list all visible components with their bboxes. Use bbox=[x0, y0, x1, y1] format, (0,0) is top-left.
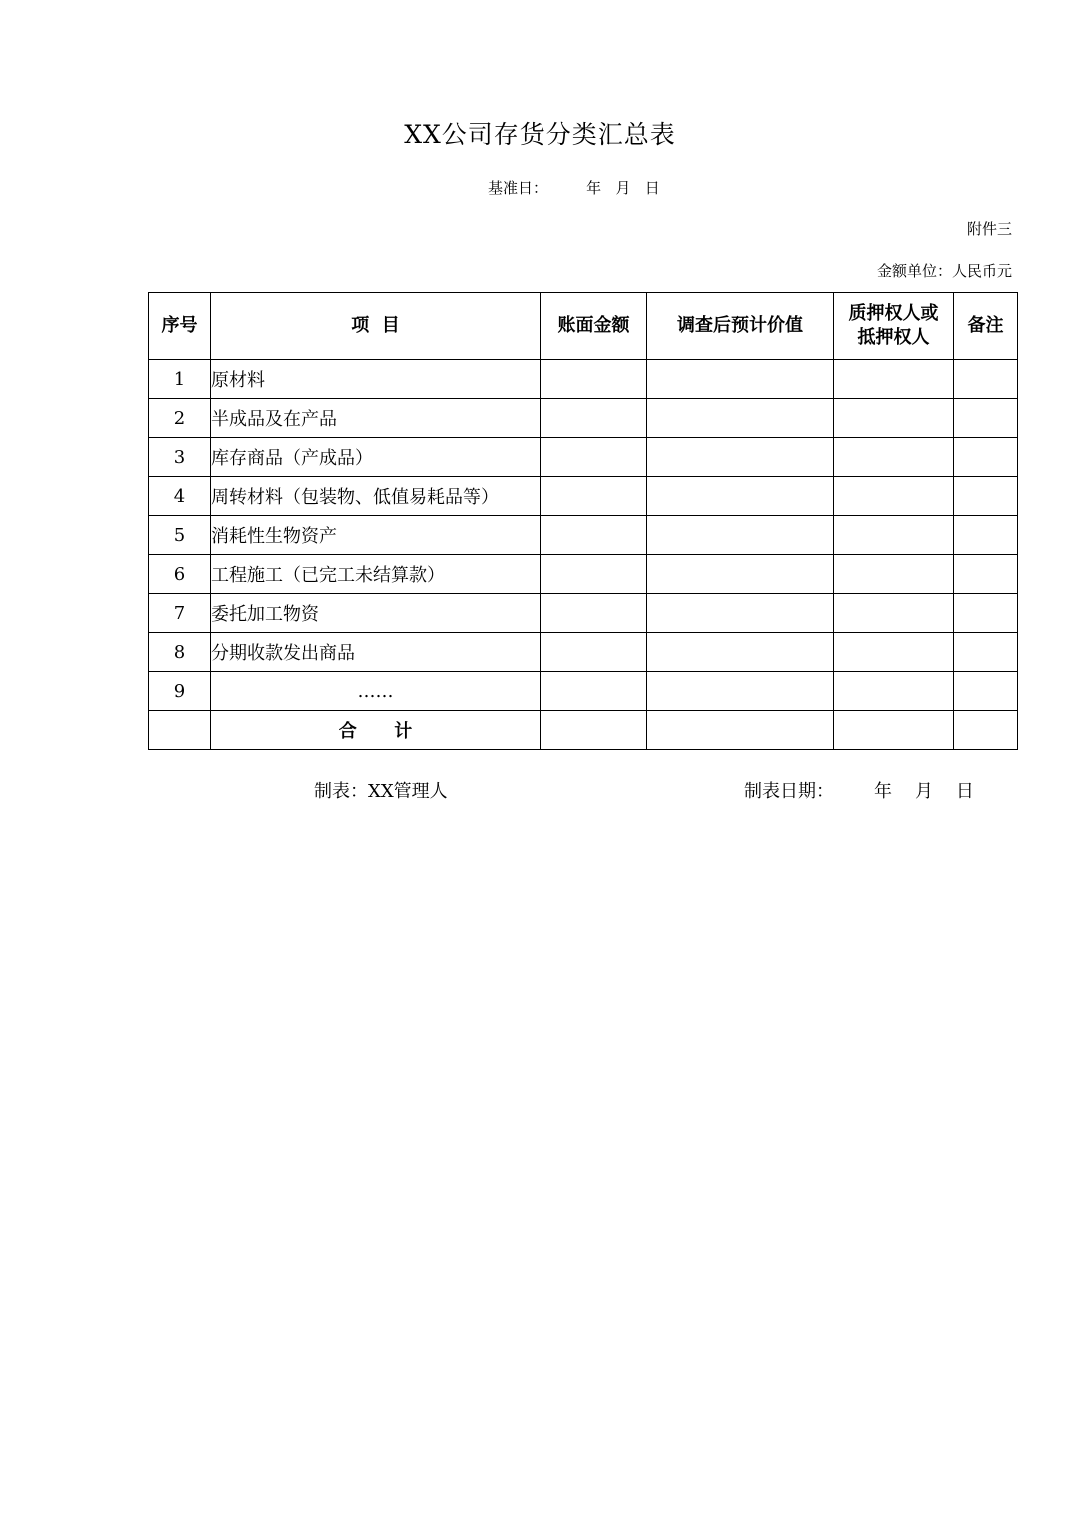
row-seq: 2 bbox=[149, 399, 211, 438]
row-remarks bbox=[954, 633, 1018, 672]
row-pledgee bbox=[834, 516, 954, 555]
row-item: 半成品及在产品 bbox=[211, 399, 541, 438]
table-row bbox=[149, 633, 1018, 672]
header-remarks: 备注 bbox=[954, 293, 1018, 360]
table-row bbox=[149, 594, 1018, 633]
row-book-amount bbox=[541, 399, 647, 438]
table-row bbox=[149, 672, 1018, 711]
row-adjusted-value bbox=[647, 399, 834, 438]
row-seq: 3 bbox=[149, 438, 211, 477]
total-row bbox=[149, 711, 1018, 750]
row-pledgee bbox=[834, 399, 954, 438]
attachment-label: 附件三 bbox=[966, 220, 1012, 238]
row-book-amount bbox=[541, 438, 647, 477]
total-adjusted-value-cell bbox=[647, 711, 834, 750]
table-row bbox=[149, 360, 1018, 399]
total-book-amount-cell bbox=[541, 711, 647, 750]
row-item: …… bbox=[211, 672, 541, 711]
table-row bbox=[149, 399, 1018, 438]
total-label: 合 计 bbox=[211, 711, 541, 750]
row-seq: 7 bbox=[149, 594, 211, 633]
header-book-amount: 账面金额 bbox=[541, 293, 647, 360]
row-adjusted-value bbox=[647, 360, 834, 399]
page-title: XX公司存货分类汇总表 bbox=[404, 120, 676, 149]
prepared-date: 制表日期： 年 月 日 bbox=[744, 781, 974, 802]
table-row bbox=[149, 477, 1018, 516]
currency-unit: 金额单位：人民币元 bbox=[876, 262, 1012, 280]
row-seq: 5 bbox=[149, 516, 211, 555]
row-pledgee bbox=[834, 555, 954, 594]
row-item: 周转材料（包装物、低值易耗品等） bbox=[211, 477, 541, 516]
row-remarks bbox=[954, 594, 1018, 633]
row-book-amount bbox=[541, 594, 647, 633]
row-book-amount bbox=[541, 633, 647, 672]
row-adjusted-value bbox=[647, 516, 834, 555]
row-adjusted-value bbox=[647, 555, 834, 594]
row-remarks bbox=[954, 672, 1018, 711]
row-seq: 1 bbox=[149, 360, 211, 399]
row-book-amount bbox=[541, 360, 647, 399]
row-pledgee bbox=[834, 477, 954, 516]
row-pledgee bbox=[834, 633, 954, 672]
total-remarks-cell bbox=[954, 711, 1018, 750]
row-seq: 9 bbox=[149, 672, 211, 711]
table-row bbox=[149, 438, 1018, 477]
row-remarks bbox=[954, 516, 1018, 555]
row-seq: 6 bbox=[149, 555, 211, 594]
row-item: 委托加工物资 bbox=[211, 594, 541, 633]
row-pledgee bbox=[834, 672, 954, 711]
row-pledgee bbox=[834, 438, 954, 477]
row-remarks bbox=[954, 438, 1018, 477]
total-pledgee-cell bbox=[834, 711, 954, 750]
total-seq-cell bbox=[149, 711, 211, 750]
row-book-amount bbox=[541, 555, 647, 594]
row-item: 分期收款发出商品 bbox=[211, 633, 541, 672]
row-remarks bbox=[954, 360, 1018, 399]
inventory-table bbox=[148, 292, 1018, 750]
row-adjusted-value bbox=[647, 633, 834, 672]
row-item: 消耗性生物资产 bbox=[211, 516, 541, 555]
header-row bbox=[149, 293, 1018, 360]
row-book-amount bbox=[541, 516, 647, 555]
row-adjusted-value bbox=[647, 594, 834, 633]
row-pledgee bbox=[834, 360, 954, 399]
row-item: 工程施工（已完工未结算款） bbox=[211, 555, 541, 594]
row-pledgee bbox=[834, 594, 954, 633]
row-remarks bbox=[954, 555, 1018, 594]
header-item: 项 目 bbox=[211, 293, 541, 360]
row-book-amount bbox=[541, 477, 647, 516]
table-row bbox=[149, 555, 1018, 594]
prepared-by: 制表：XX管理人 bbox=[314, 781, 448, 802]
row-seq: 8 bbox=[149, 633, 211, 672]
header-seq: 序号 bbox=[149, 293, 211, 360]
row-seq: 4 bbox=[149, 477, 211, 516]
row-adjusted-value bbox=[647, 672, 834, 711]
table-row bbox=[149, 516, 1018, 555]
row-adjusted-value bbox=[647, 477, 834, 516]
row-book-amount bbox=[541, 672, 647, 711]
header-adjusted-value: 调查后预计价值 bbox=[647, 293, 834, 360]
row-remarks bbox=[954, 477, 1018, 516]
row-item: 原材料 bbox=[211, 360, 541, 399]
row-item: 库存商品（产成品） bbox=[211, 438, 541, 477]
row-adjusted-value bbox=[647, 438, 834, 477]
base-date: 基准日： 年 月 日 bbox=[488, 179, 660, 197]
row-remarks bbox=[954, 399, 1018, 438]
header-pledgee: 质押权人或抵押权人 bbox=[834, 293, 954, 360]
